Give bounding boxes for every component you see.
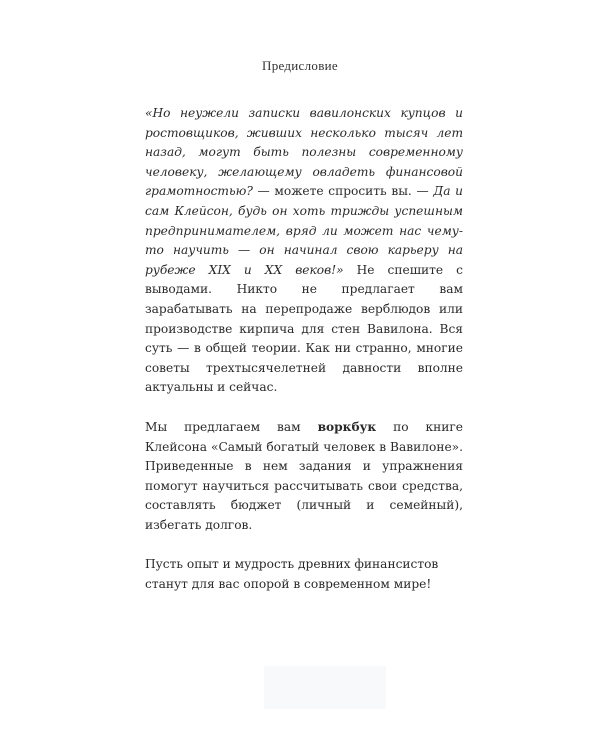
paragraph-closing: Пусть опыт и мудрость древних финансистов станут для вас опорой в современном мире! <box>145 557 439 592</box>
faint-overlay-box <box>264 666 386 709</box>
page-body <box>145 104 463 615</box>
text-span: по книге Клейсона «Самый богатый человек в Вавилоне». Приведенные в нем задания и упражнения помогут научиться рассчитывать свои средства, составлять бюджет (личный и семейный), избегать долгов. <box>145 419 463 532</box>
bold-term-workbook: воркбук <box>317 419 377 434</box>
text-span: Мы предлагаем вам <box>145 419 318 434</box>
text-span: — <box>228 243 260 258</box>
paragraph-intro-quote <box>145 104 463 398</box>
italic-quote-3: он начинал свою карьеру на рубеже XIX и XX веков!» <box>145 243 463 277</box>
italic-quote-2: Да и сам Клейсон, будь он хоть трижды успешным предпринимателем, вряд ли может нас чему-то научить <box>145 184 463 258</box>
paragraph-workbook <box>145 418 463 536</box>
text-span: Не спешите с выводами. Никто не предлагает вам зарабатывать на перепродаже верблюдов или производстве кирпича для стен Вавилона. Вся суть — в общей теории. Как ни странно, многие советы трехтысячелетней давности вполне актуальны и сейчас. <box>145 262 463 395</box>
running-head: Предисловие <box>262 58 338 73</box>
text-span: — можете спросить вы. — <box>252 184 434 199</box>
italic-quote-1: «Но неужели записки вавилонских купцов и ростовщиков, живших несколько тысяч лет назад, могут быть полезны современному человеку, желающему овладеть финансовой грамотностью? <box>145 106 463 199</box>
